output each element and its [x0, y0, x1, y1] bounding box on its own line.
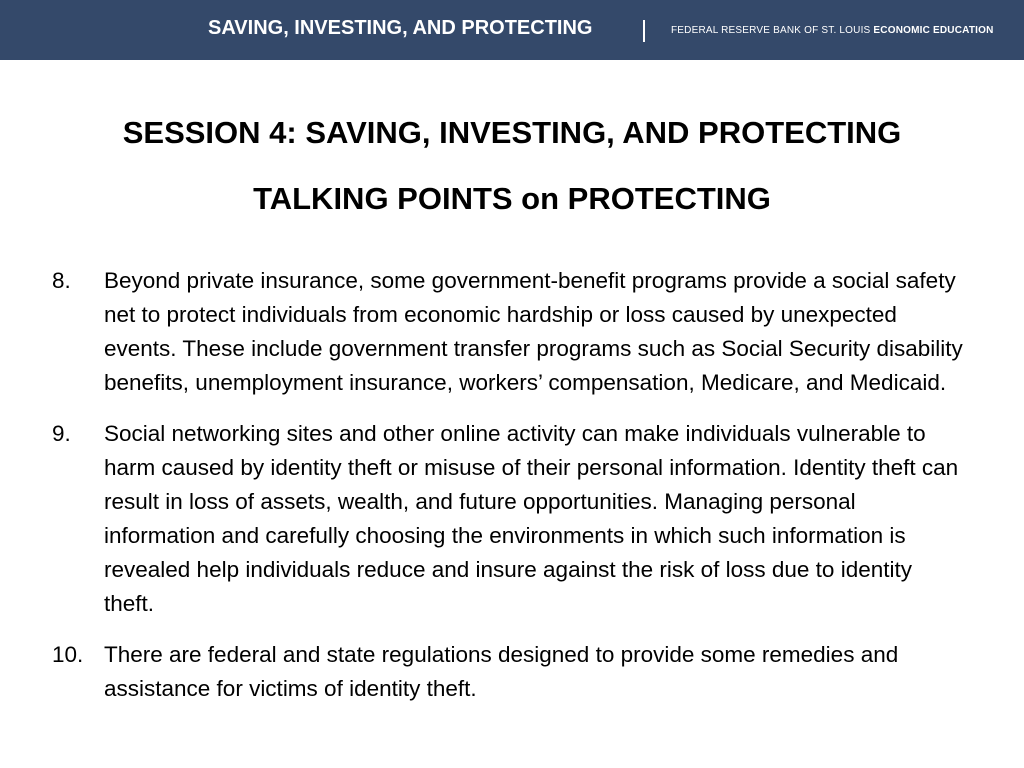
talking-points-subtitle: TALKING POINTS on PROTECTING	[253, 181, 771, 216]
header-bar	[0, 0, 1024, 60]
talking-point-9	[0, 417, 1024, 621]
point-text: Beyond private insurance, some government-benefit programs provide a social safety net to protect individuals from economic hardship or loss caused by unexpected events. These include government transfer programs such as Social Security disability benefits, unemployment insurance, workers’ compensation, Medicare, and Medicaid.	[104, 268, 963, 395]
header-organization	[671, 25, 994, 36]
header-title: SAVING, INVESTING, AND PROTECTING	[208, 17, 593, 39]
point-number: 9.	[52, 421, 71, 446]
talking-point-10	[0, 638, 1024, 706]
header-org-bold: ECONOMIC EDUCATION	[873, 25, 994, 36]
point-number: 10.	[52, 642, 84, 667]
point-number: 8.	[52, 268, 71, 293]
session-title: SESSION 4: SAVING, INVESTING, AND PROTECTING	[122, 115, 902, 150]
point-text: Social networking sites and other online activity can make individuals vulnerable to harm caused by identity theft or misuse of their personal information. Identity theft can result in loss of assets, wealth, and future opportunities. Managing personal information and carefully choosing the environments in which such information is revealed help individuals reduce and insure against the risk of loss due to identity theft.	[104, 421, 959, 616]
point-text: There are federal and state regulations designed to provide some remedies and assistance for victims of identity theft.	[104, 642, 899, 701]
talking-point-8	[0, 264, 1024, 400]
header-divider	[643, 20, 645, 42]
talking-points-list	[0, 264, 1024, 723]
header-org-regular: FEDERAL RESERVE BANK OF ST. LOUIS	[671, 25, 874, 36]
